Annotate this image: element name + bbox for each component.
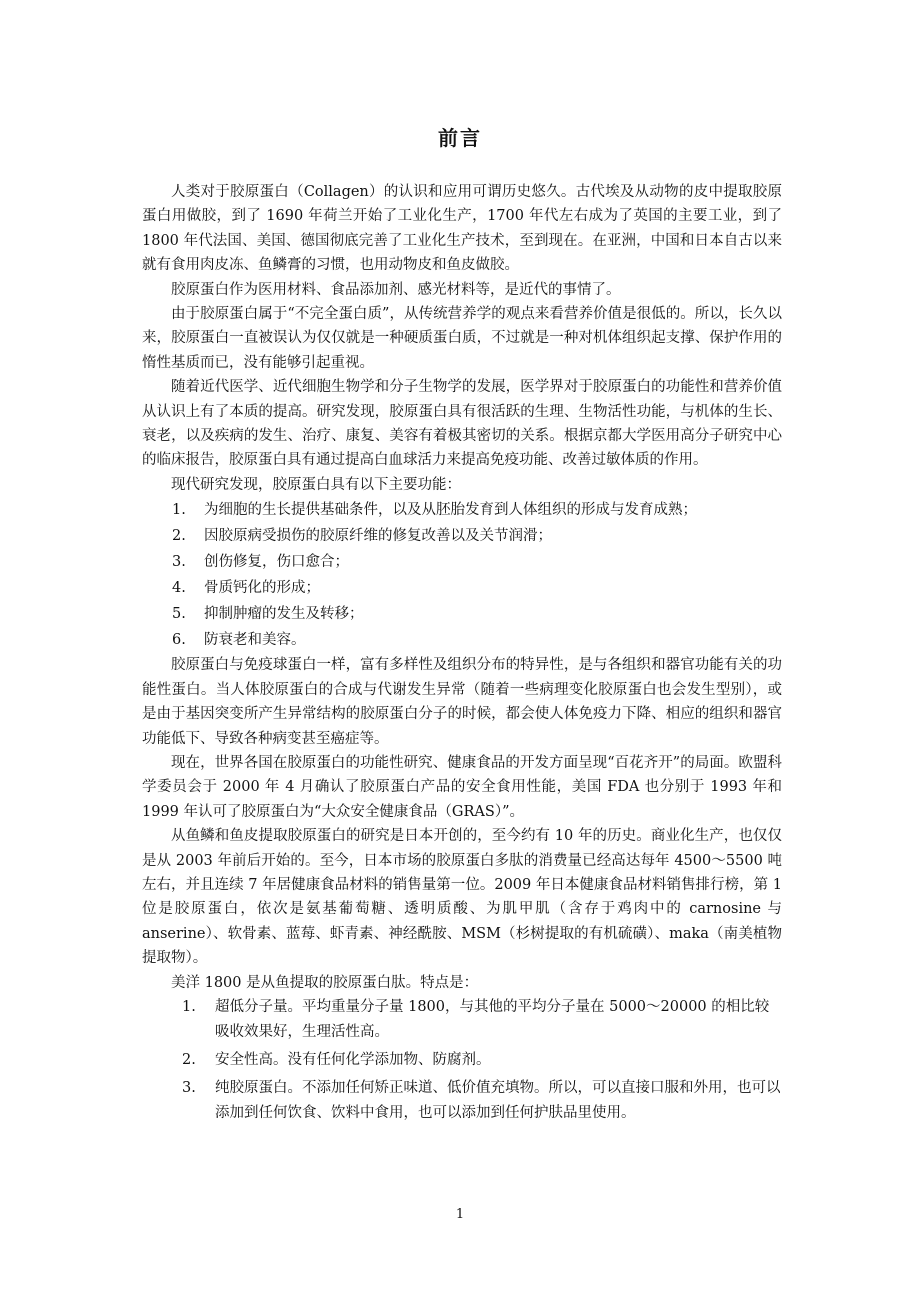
list-number: 1.	[182, 998, 196, 1015]
features-list	[142, 995, 782, 1126]
list-item	[142, 523, 782, 549]
list-number: 2.	[182, 1051, 196, 1068]
paragraph-research: 随着近代医学、近代细胞生物学和分子生物学的发展，医学界对于胶原蛋白的功能性和营养价值从认识上有了本质的提高。研究发现，胶原蛋白具有很活跃的生理、生物活性功能，与机体的生长、衰老，以及疾病的发生、治疗、康复、美容有着极其密切的关系。根据京都大学医用高分子研究中心的临床报告，胶原蛋白具有通过提高白血球活力来提高免疫功能、改善过敏体质的作用。	[142, 379, 782, 469]
list-text: 创伤修复，伤口愈合；	[204, 554, 349, 571]
paragraph-modern-use: 胶原蛋白作为医用材料、食品添加剂、感光材料等，是近代的事情了。	[171, 281, 621, 298]
list-number: 6.	[172, 632, 186, 649]
paragraph-immunity: 胶原蛋白与免疫球蛋白一样，富有多样性及组织分布的特异性，是与各组织和器官功能有关的功能性蛋白。当人体胶原蛋白的合成与代谢发生异常（随着一些病理变化胶原蛋白也会发生型别），或是由于基因突变所产生异常结构的胶原蛋白分子的时候，都会使人体免疫力下降、相应的组织和器官功能低下、导致各种病变甚至癌症等。	[142, 657, 782, 747]
list-text: 骨质钙化的形成；	[204, 580, 320, 597]
list-number: 3.	[182, 1079, 196, 1096]
paragraph-functions-intro: 现代研究发现，胶原蛋白具有以下主要功能：	[171, 476, 461, 493]
list-number: 1.	[172, 502, 186, 519]
list-text: 因胶原病受损伤的胶原纤维的修复改善以及关节润滑；	[204, 528, 552, 545]
paragraph-japan-market: 从鱼鳞和鱼皮提取胶原蛋白的研究是日本开创的，至今约有 10 年的历史。商业化生产，也仅仅是从 2003 年前后开始的。至今，日本市场的胶原蛋白多肽的消费量已经高达每年 4500～5500 吨左右，并且连续 7 年居健康食品材料的销售量第一位。2009 年日本健康食品材料销售排行榜，第 1 位是胶原蛋白，依次是氨基葡萄糖、透明质酸、为肌甲肌（含存于鸡肉中的 carnosine 与 anserine）、软骨素、蓝莓、虾青素、神经酰胺、MSM（杉树提取的有机硫磺）、maka（南美植物提取物）。	[142, 828, 782, 967]
list-number: 3.	[172, 554, 186, 571]
list-text: 抑制肿瘤的发生及转移；	[204, 606, 364, 623]
list-item	[142, 1048, 782, 1073]
list-item	[142, 575, 782, 601]
page-number: 1	[455, 1207, 465, 1222]
list-item	[142, 497, 782, 523]
list-number: 2.	[172, 528, 186, 545]
paragraph-incomplete-protein: 由于胶原蛋白属于“不完全蛋白质”，从传统营养学的观点来看营养价值是很低的。所以，长久以来，胶原蛋白一直被误认为仅仅就是一种硬质蛋白质，不过就是一种对机体组织起支撑、保护作用的惰性基质而已，没有能够引起重视。	[142, 306, 782, 371]
list-item	[142, 601, 782, 627]
page-title: 前言	[438, 126, 482, 150]
list-text: 防衰老和美容。	[204, 632, 306, 649]
list-text: 纯胶原蛋白。不添加任何矫正味道、低价值充填物。所以，可以直接口服和外用，也可以添加到任何饮食、饮料中食用，也可以添加到任何护肤品里使用。	[215, 1079, 781, 1121]
list-text: 为细胞的生长提供基础条件，以及从胚胎发育到人体组织的形成与发育成熟；	[204, 502, 697, 519]
document-body	[142, 180, 782, 1129]
list-number: 5.	[172, 606, 186, 623]
functions-list	[142, 497, 782, 653]
list-item	[142, 549, 782, 575]
paragraph-product-intro: 美洋 1800 是从鱼提取的胶原蛋白肽。特点是：	[171, 974, 479, 991]
list-item	[142, 627, 782, 653]
list-item	[142, 1076, 782, 1126]
list-text: 安全性高。没有任何化学添加物、防腐剂。	[215, 1051, 491, 1068]
list-item	[142, 995, 782, 1045]
paragraph-history: 人类对于胶原蛋白（Collagen）的认识和应用可谓历史悠久。古代埃及从动物的皮中提取胶原蛋白用做胶，到了 1690 年荷兰开始了工业化生产，1700 年代左右成为了英国的主要工业，到了 1800 年代法国、美国、德国彻底完善了工业化生产技术，至到现在。在亚洲，中国和日本自古以来就有食用肉皮冻、鱼鳞膏的习惯，也用动物皮和鱼皮做胶。	[142, 184, 782, 274]
paragraph-world-research: 现在，世界各国在胶原蛋白的功能性研究、健康食品的开发方面呈现“百花齐开”的局面。欧盟科学委员会于 2000 年 4 月确认了胶原蛋白产品的安全食用性能，美国 FDA 也分别于 1993 年和 1999 年认可了胶原蛋白为“大众安全健康食品（GRAS）”。	[142, 754, 782, 820]
list-text: 超低分子量。平均重量分子量 1800，与其他的平均分子量在 5000～20000 的相比较吸收效果好，生理活性高。	[215, 998, 770, 1040]
list-number: 4.	[172, 580, 186, 597]
